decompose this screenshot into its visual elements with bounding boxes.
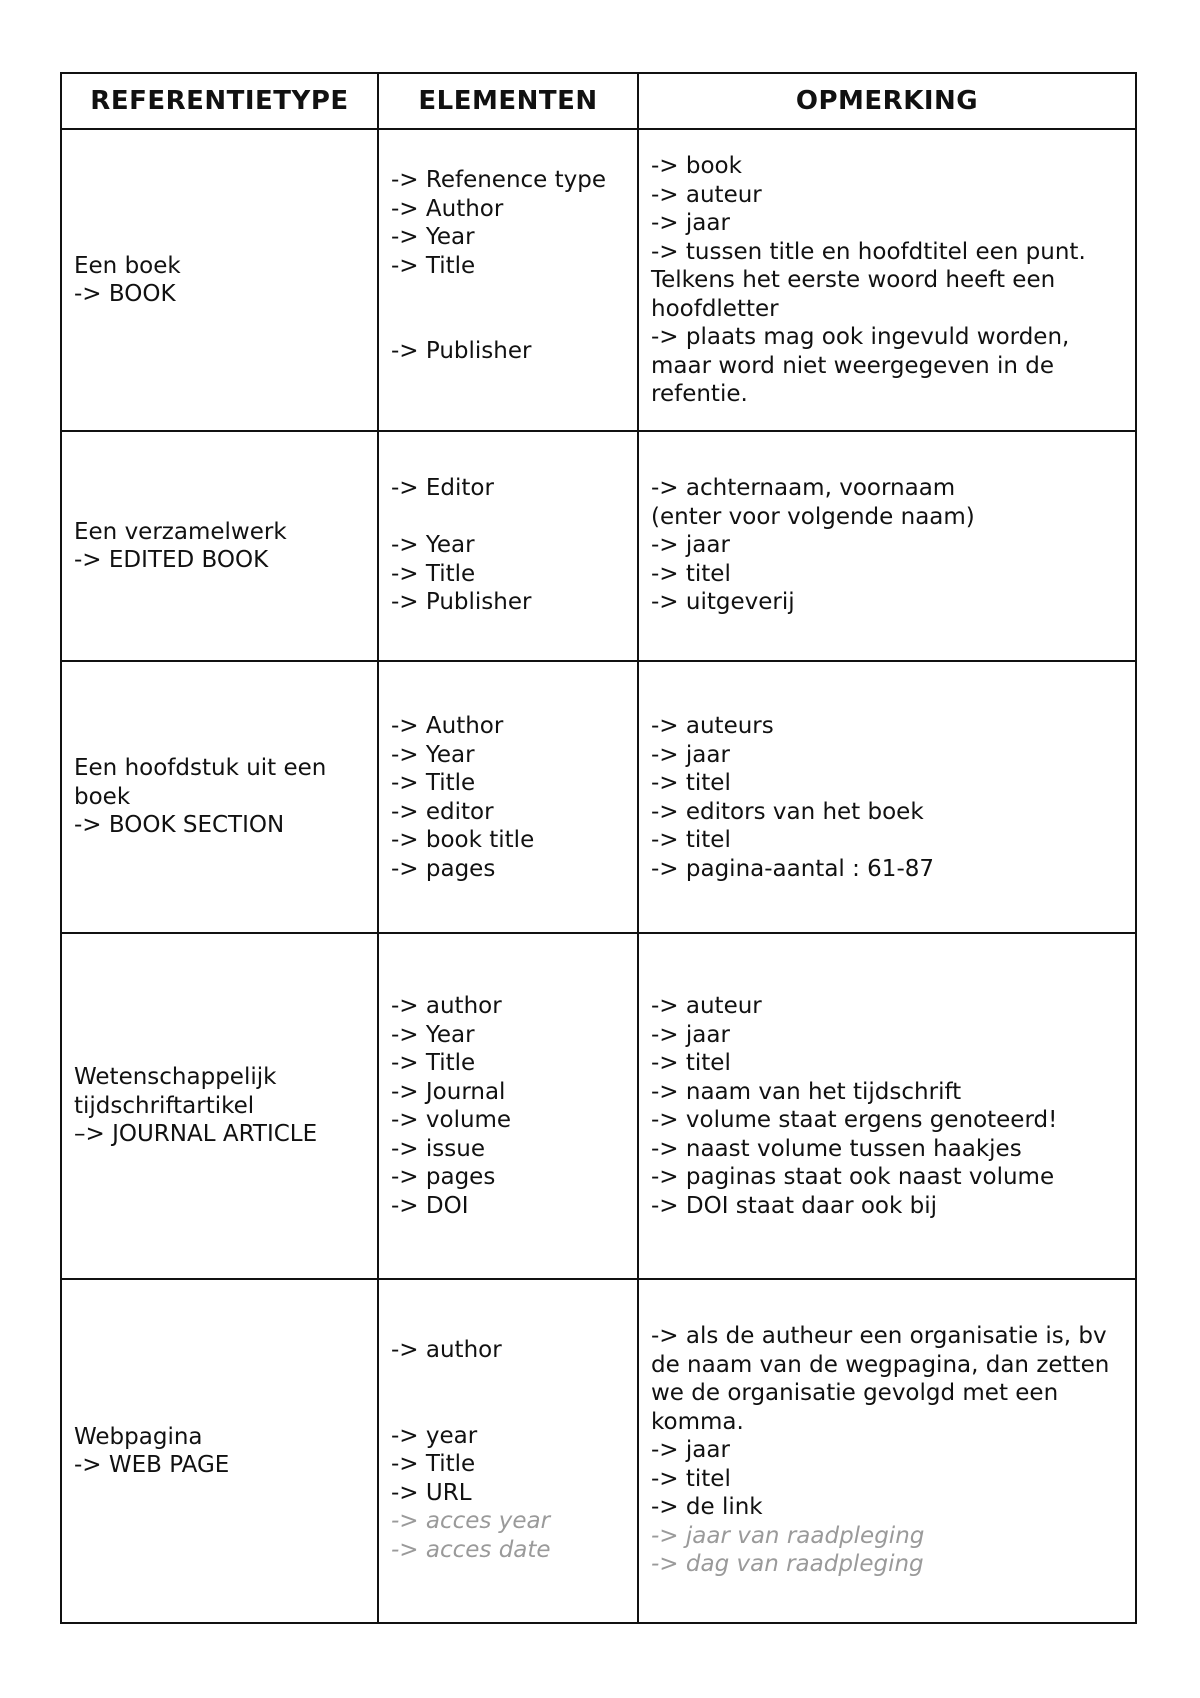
element-item: -> Author xyxy=(391,713,504,739)
elements-cell xyxy=(378,933,638,1279)
element-item: -> DOI xyxy=(391,1192,469,1219)
table-header-row xyxy=(61,73,1136,129)
element-item-optional: -> acces date xyxy=(391,1536,551,1563)
element-item: -> Title xyxy=(391,560,476,587)
remark-item: -> book xyxy=(651,153,742,179)
element-item: -> book title xyxy=(391,827,535,853)
element-item: -> Year xyxy=(391,1021,475,1048)
elements-cell xyxy=(378,129,638,431)
remark-item-optional: -> jaar van raadpleging xyxy=(651,1522,925,1549)
element-item: -> Publisher xyxy=(391,338,532,364)
type-cell xyxy=(61,661,378,933)
element-item: -> Title xyxy=(391,770,476,796)
remark-item: -> uitgeverij xyxy=(651,589,795,615)
table-row xyxy=(61,1279,1136,1623)
remark-item: -> jaar xyxy=(651,741,730,768)
remark-item: -> titel xyxy=(651,1465,731,1492)
type-code: -> WEB PAGE xyxy=(74,1452,230,1478)
header-opmerking: OPMERKING xyxy=(638,73,1136,129)
remark-item: -> plaats mag ook ingevuld worden, maar word niet weergegeven in de refentie. xyxy=(651,324,1070,407)
elements-cell xyxy=(378,661,638,933)
element-item: -> Title xyxy=(391,1050,476,1076)
spacer xyxy=(391,1393,625,1422)
remark-item: -> auteur xyxy=(651,993,762,1019)
remark-item: -> titel xyxy=(651,770,731,796)
type-code: -> EDITED BOOK xyxy=(74,547,269,573)
remark-item: -> naast volume tussen haakjes xyxy=(651,1135,1022,1162)
remark-item: -> titel xyxy=(651,560,731,587)
type-cell xyxy=(61,129,378,431)
element-item-optional: -> acces year xyxy=(391,1508,551,1534)
remark-item: -> achternaam, voornaam xyxy=(651,475,956,501)
remark-item: -> als de autheur een organisatie is, bv de naam van de wegpagina, dan zetten we de organisatie gevolgd met een komma. xyxy=(651,1323,1110,1435)
remark-item: -> tussen title en hoofdtitel een punt. Telkens het eerste woord heeft een hoofdletter xyxy=(651,238,1086,322)
elements-cell xyxy=(378,1279,638,1623)
spacer xyxy=(391,280,625,309)
element-item: -> Title xyxy=(391,252,476,279)
remark-item: -> auteur xyxy=(651,181,762,208)
table-row xyxy=(61,661,1136,933)
type-cell xyxy=(61,1279,378,1623)
element-item: -> Editor xyxy=(391,475,494,501)
element-item: -> Year xyxy=(391,224,475,250)
element-item: -> author xyxy=(391,1337,502,1363)
element-item: -> URL xyxy=(391,1479,472,1506)
table-row xyxy=(61,431,1136,661)
elements-cell xyxy=(378,431,638,661)
type-cell xyxy=(61,431,378,661)
remark-item: -> titel xyxy=(651,1050,731,1076)
remarks-cell xyxy=(638,933,1136,1279)
spacer xyxy=(391,503,625,532)
remark-item: -> volume staat ergens genoteerd! xyxy=(651,1107,1058,1133)
type-code: -> BOOK SECTION xyxy=(74,812,285,839)
spacer xyxy=(391,1365,625,1394)
remark-item: -> titel xyxy=(651,827,731,853)
element-item: -> Year xyxy=(391,532,475,558)
type-code: –> JOURNAL ARTICLE xyxy=(74,1121,318,1148)
type-name: Wetenschappelijk tijdschriftartikel xyxy=(74,1064,277,1119)
remark-item: (enter voor volgende naam) xyxy=(651,503,975,530)
remark-item-optional: -> dag van raadpleging xyxy=(651,1551,924,1577)
element-item: -> Year xyxy=(391,741,475,768)
reference-type-table xyxy=(60,72,1137,1624)
element-item: -> editor xyxy=(391,798,494,825)
spacer xyxy=(391,309,625,338)
header-referentietype: REFERENTIETYPE xyxy=(61,73,378,129)
element-item: -> year xyxy=(391,1422,478,1449)
header-elementen: ELEMENTEN xyxy=(378,73,638,129)
remarks-cell xyxy=(638,431,1136,661)
element-item: -> author xyxy=(391,993,502,1019)
remarks-cell xyxy=(638,129,1136,431)
element-item: -> Journal xyxy=(391,1078,506,1105)
type-name: Een verzamelwerk xyxy=(74,518,287,545)
type-cell xyxy=(61,933,378,1279)
element-item: -> pages xyxy=(391,1164,496,1190)
element-item: -> issue xyxy=(391,1135,485,1162)
type-name: Een boek xyxy=(74,252,181,279)
remark-item: -> de link xyxy=(651,1494,763,1520)
type-name: Een hoofdstuk uit een boek xyxy=(74,755,327,810)
remarks-cell xyxy=(638,661,1136,933)
remark-item: -> jaar xyxy=(651,532,730,558)
remark-item: -> paginas staat ook naast volume xyxy=(651,1164,1055,1190)
table-row xyxy=(61,129,1136,431)
element-item: -> Title xyxy=(391,1451,476,1477)
table-row xyxy=(61,933,1136,1279)
remark-item: -> pagina-aantal : 61-87 xyxy=(651,855,935,882)
element-item: -> volume xyxy=(391,1107,512,1133)
remark-item: -> jaar xyxy=(651,210,730,236)
type-name: Webpagina xyxy=(74,1423,203,1450)
element-item: -> Refenence type xyxy=(391,167,607,193)
element-item: -> Publisher xyxy=(391,589,532,615)
remark-item: -> jaar xyxy=(651,1021,730,1048)
remark-item: -> editors van het boek xyxy=(651,798,924,825)
remark-item: -> auteurs xyxy=(651,713,774,739)
remark-item: -> DOI staat daar ook bij xyxy=(651,1192,938,1219)
remark-item: -> naam van het tijdschrift xyxy=(651,1078,962,1105)
remarks-cell xyxy=(638,1279,1136,1623)
remark-item: -> jaar xyxy=(651,1437,730,1463)
element-item: -> pages xyxy=(391,855,496,882)
type-code: -> BOOK xyxy=(74,281,176,307)
element-item: -> Author xyxy=(391,195,504,222)
